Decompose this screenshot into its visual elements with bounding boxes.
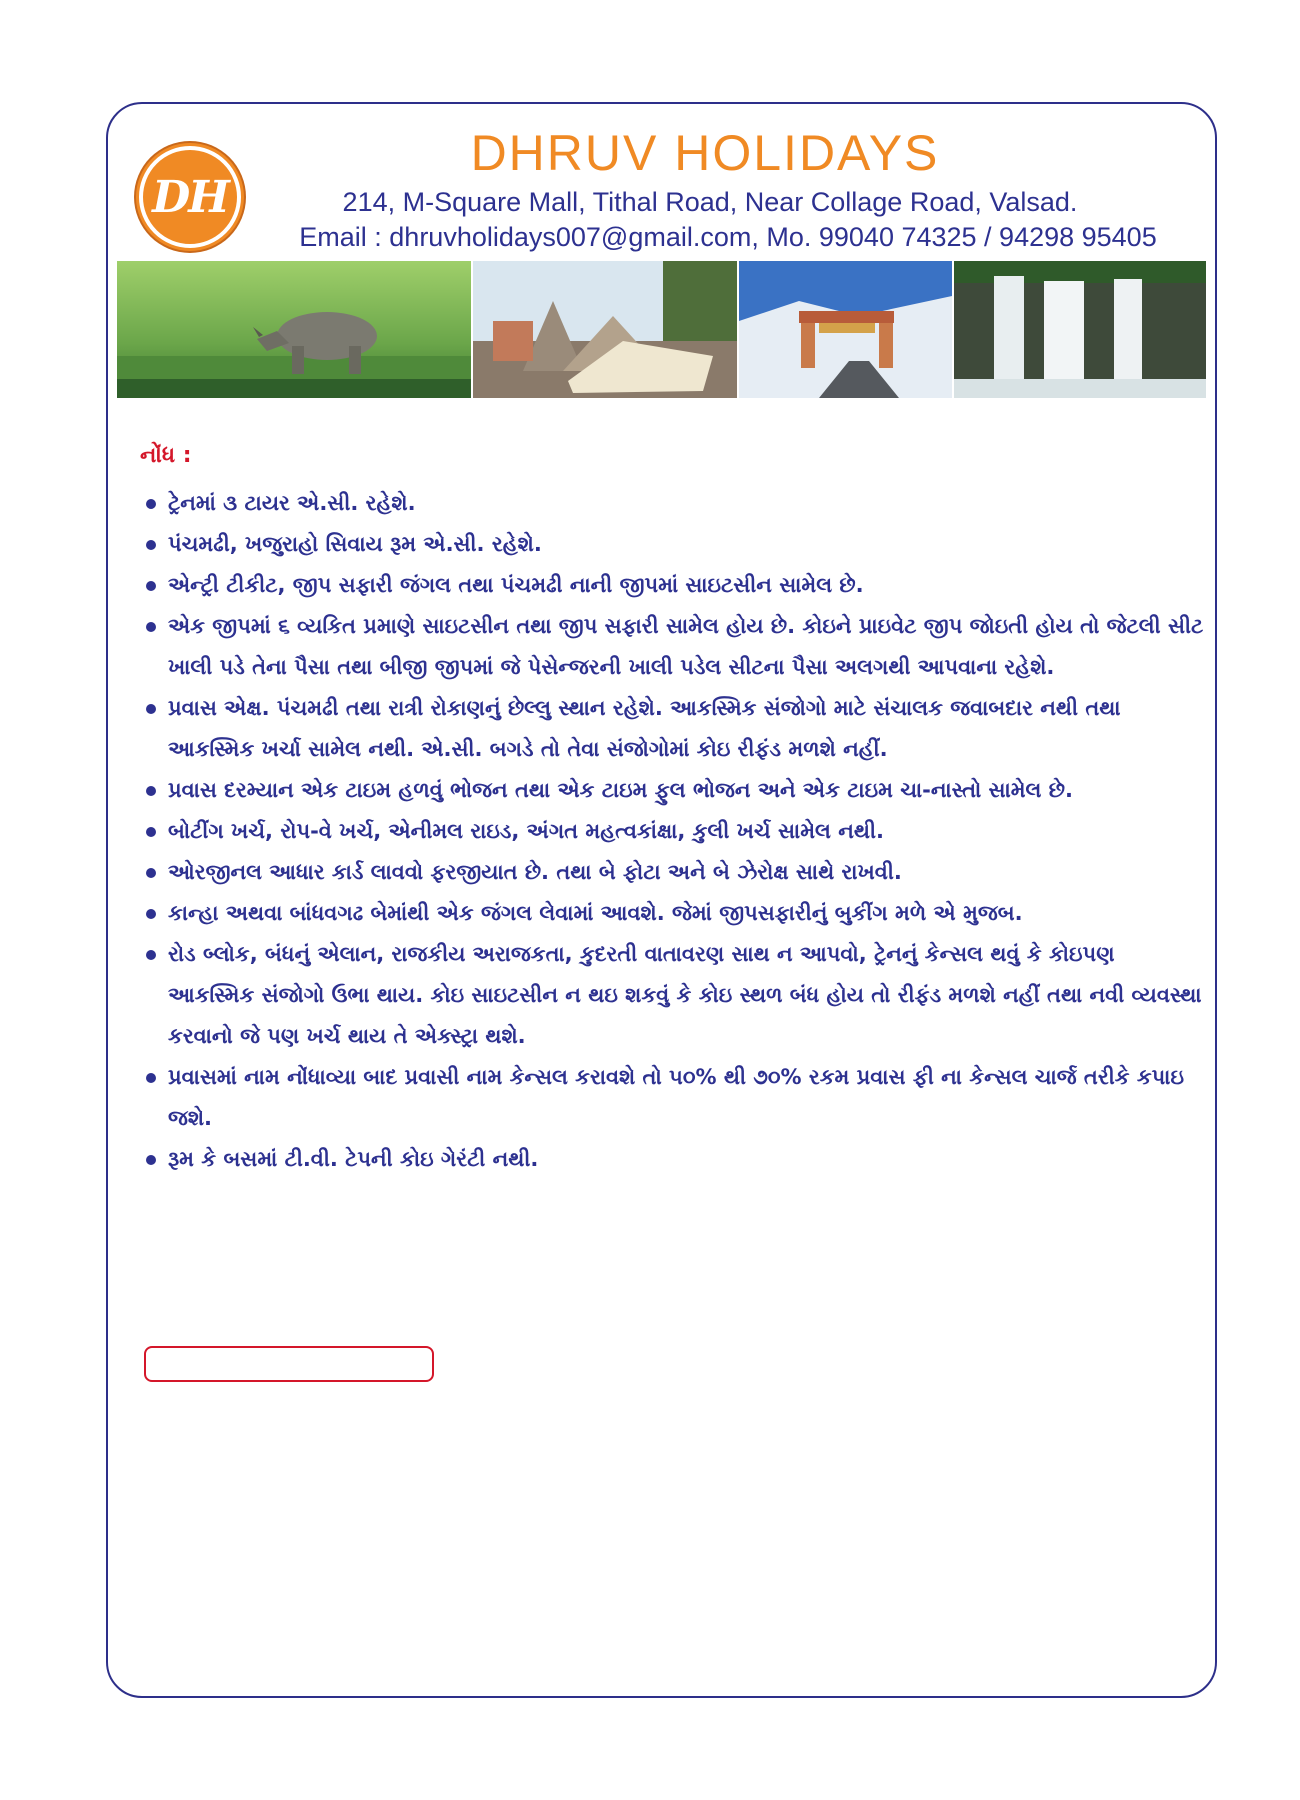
list-item <box>146 893 1206 934</box>
list-item <box>146 688 1206 770</box>
note-text: પ્રવાસ એક્ષ. પંચમઢી તથા રાત્રી રોકાણનું છેલ્લુ સ્થાન રહેશે. આકસ્મિક સંજોગો માટે સંચાલક જવાબદાર નથી તથા આકસ્મિક ખર્ચા સામેલ નથી. એ.સી. બગડે તો તેવા સંજોગોમાં કોઇ રીફંડ મળશે નહીં. <box>168 696 1121 761</box>
note-text: ઓરજીનલ આધાર કાર્ડ લાવવો ફરજીયાત છે. તથા બે ફોટા અને બે ઝેરોક્ષ સાથે રાખવી. <box>168 860 902 884</box>
logo-monogram: DH <box>152 171 228 223</box>
empty-label-box <box>144 1346 434 1382</box>
list-item <box>146 565 1206 606</box>
list-item <box>146 1139 1206 1180</box>
rhino-photo <box>117 261 471 398</box>
list-item <box>146 524 1206 565</box>
bullet-icon <box>146 868 156 878</box>
waterfall-photo <box>954 261 1206 398</box>
list-item <box>146 483 1206 524</box>
bullet-icon <box>146 1073 156 1083</box>
company-logo <box>139 146 241 248</box>
note-text: કાન્હા અથવા બાંધવગઢ બેમાંથી એક જંગલ લેવામાં આવશે. જેમાં જીપસફારીનું બુકીંગ મળે એ મુજબ. <box>168 901 1023 925</box>
note-text: બોટીંગ ખર્ચ, રોપ-વે ખર્ચ, એનીમલ રાઇડ, અંગત મહત્વકાંક્ષા, કુલી ખર્ચ સામેલ નથી. <box>168 819 884 843</box>
snow-gate-photo <box>739 261 952 398</box>
note-text: એક જીપમાં ૬ વ્યકિત પ્રમાણે સાઇટસીન તથા જીપ સફારી સામેલ હોય છે. કોઇને પ્રાઇવેટ જીપ જોઇતી હોય તો જેટલી સીટ ખાલી પડે તેના પૈસા તથા બીજી જીપમાં જે પેસેન્જરની ખાલી પડેલ સીટના પૈસા અલગથી આપવાના રહેશે. <box>168 614 1204 679</box>
company-name: DHRUV HOLIDAYS <box>470 125 940 181</box>
notes-heading: નોંધ : <box>140 443 192 468</box>
note-text: ટ્રેનમાં ૩ ટાયર એ.સી. રહેશે. <box>168 491 416 515</box>
list-item <box>146 811 1206 852</box>
bullet-icon <box>146 950 156 960</box>
bullet-icon <box>146 704 156 714</box>
note-text: પ્રવાસમાં નામ નોંધાવ્યા બાદ પ્રવાસી નામ કેન્સલ કરાવશે તો ૫૦% થી ૭૦% રકમ પ્રવાસ ફી ના કેન્સલ ચાર્જ તરીકે કપાઇ જશે. <box>168 1065 1184 1130</box>
bullet-icon <box>146 581 156 591</box>
note-text: રૂમ કે બસમાં ટી.વી. ટેપની કોઇ ગેરંટી નથી. <box>168 1147 539 1171</box>
company-contact: Email : dhruvholidays007@gmail.com, Mo. 99040 74325 / 94298 95405 <box>299 222 1157 252</box>
note-text: પ્રવાસ દરમ્યાન એક ટાઇમ હળવું ભોજન તથા એક ટાઇમ ફુલ ભોજન અને એક ટાઇમ ચા-નાસ્તો સામેલ છે. <box>168 778 1073 802</box>
bullet-icon <box>146 499 156 509</box>
bullet-icon <box>146 1155 156 1165</box>
note-text: રોડ બ્લોક, બંધનું એલાન, રાજકીય અરાજકતા, કુદરતી વાતાવરણ સાથ ન આપવો, ટ્રેનનું કેન્સલ થવું કે કોઇપણ આકસ્મિક સંજોગો ઉભા થાય. કોઇ સાઇટસીન ન થઇ શકવું કે કોઇ સ્થળ બંધ હોય તો રીફંડ મળશે નહીં તથા નવી વ્યવસ્થા કરવાનો જે પણ ખર્ચ થાય તે એક્સ્ટ્રા થશે. <box>168 942 1202 1048</box>
note-text: પંચમઢી, ખજુરાહો સિવાય રૂમ એ.સી. રહેશે. <box>168 532 542 556</box>
note-text: એન્ટ્રી ટીકીટ, જીપ સફારી જંગલ તથા પંચમઢી નાની જીપમાં સાઇટસીન સામેલ છે. <box>168 573 864 597</box>
list-item <box>146 1057 1206 1139</box>
company-address: 214, M-Square Mall, Tithal Road, Near Collage Road, Valsad. <box>342 187 1078 217</box>
list-item <box>146 606 1206 688</box>
bullet-icon <box>146 540 156 550</box>
bullet-icon <box>146 786 156 796</box>
notes-list <box>146 483 1206 1180</box>
list-item <box>146 934 1206 1057</box>
list-item <box>146 770 1206 811</box>
temple-photo <box>473 261 737 398</box>
bullet-icon <box>146 909 156 919</box>
bullet-icon <box>146 827 156 837</box>
list-item <box>146 852 1206 893</box>
bullet-icon <box>146 622 156 632</box>
